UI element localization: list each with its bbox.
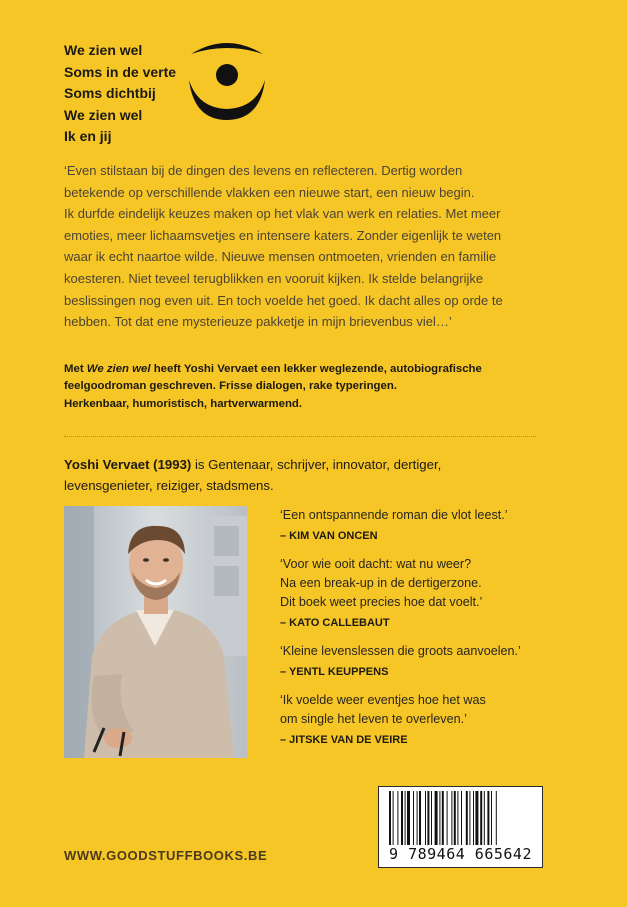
barcode-bar [473,791,474,845]
excerpt-line: hebben. Tot dat ene mysterieuze pakketje in mijn brievenbus viel…’ [64,314,452,330]
review-quote-line: ‘Ik voelde weer eventjes hoe het was [280,693,486,707]
review-quote [280,506,580,525]
barcode-bar [487,791,489,845]
poem-line: Ik en jij [64,128,112,144]
barcode-bar [393,791,394,845]
barcode-bar [397,791,398,845]
bio-line: levensgenieter, reiziger, stadsmens. [64,478,274,493]
excerpt-line: beslissingen nog even uit. En toch voelde het goed. Ik dacht alles op orde te [64,292,503,308]
barcode-bar [480,791,482,845]
book-title-italic: We zien wel [86,363,151,375]
review-quote-line: ‘Kleine levenslessen die groots aanvoelen.’ [280,644,521,658]
excerpt-line: emoties, meer lichaamsvetjes en intensere katers. Zonder eigenlijk te weten [64,227,502,243]
barcode-bar [435,791,438,845]
isbn-barcode [378,786,543,868]
excerpt-line: ‘Even stilstaan bij de dingen des levens en reflecteren. Dertig worden [64,163,463,178]
review-item [280,506,580,545]
barcode-bar [417,791,418,845]
review-item [280,642,580,681]
website-link[interactable]: WWW.GOODSTUFFBOOKS.BE [64,848,268,863]
review-author: – KIM VAN ONCEN [280,530,378,542]
review-quote [280,642,580,661]
review-quote-line: om single het leven te overleven.’ [280,712,467,726]
barcode-bar [413,791,414,845]
isbn-number: 9 789464 665642 [389,845,532,863]
barcode-bar [447,791,448,845]
poem-line: We zien wel [64,42,143,58]
barcode-bar [475,791,478,845]
review-quote [280,555,580,612]
barcode-bars [389,791,532,845]
barcode-bar [491,791,492,845]
author-bio [64,454,464,496]
barcode-bar [419,791,421,845]
poem-line: Soms dichtbij [64,85,156,101]
barcode-bar [484,791,485,845]
review-author: – KATO CALLEBAUT [280,617,390,629]
review-list [280,506,580,759]
barcode-bar [466,791,468,845]
barcode-bar [457,791,458,845]
review-quote [280,691,580,729]
barcode-bar [469,791,470,845]
barcode-bar [454,791,456,845]
review-item [280,691,580,749]
blurb-line: feelgoodroman geschreven. Frisse dialogen, rake typeringen. [64,380,397,393]
barcode-bar [407,791,410,845]
barcode-bar [425,791,426,845]
author-name: Yoshi Vervaet (1993) [64,457,192,472]
review-item [280,555,580,632]
eye-logo-icon [186,38,268,124]
bio-line [64,454,464,475]
excerpt-line: Ik durfde eindelijk keuzes maken op het vlak van werk en relaties. Met meer [64,206,501,222]
barcode-bar [427,791,429,845]
review-author: – JITSKE VAN DE VEIRE [280,734,408,746]
barcode-bar [405,791,406,845]
barcode-bar [401,791,403,845]
excerpt-line: betekende op verschillende vlakken een nieuwe start, een nieuw begin. [64,184,475,200]
barcode-bar [451,791,452,845]
review-author: – YENTL KEUPPENS [280,666,389,678]
excerpt-line: koesteren. Niet teveel terugblikken en vooruit kijken. Ik stelde belangrijke [64,270,484,286]
dotted-divider [64,436,536,437]
poem-block [64,40,176,148]
barcode-bar [389,791,391,845]
author-photo [64,506,247,758]
poem-line: Soms in de verte [64,63,177,80]
blurb-text [64,361,554,413]
bio-rest: is Gentenaar, schrijver, innovator, dertiger, [191,457,442,472]
barcode-bar [496,791,497,845]
barcode-bar [431,791,432,845]
excerpt-text [64,160,554,333]
review-quote-line: ‘Een ontspannende roman die vlot leest.’ [280,508,508,522]
blurb-prefix: Met [64,363,87,375]
review-quote-line: Na een break-up in de dertigerzone. [280,576,482,590]
poem-line: We zien wel [64,106,143,123]
excerpt-line: waar ik echt naartoe wilde. Nieuwe mensen ontmoeten, vrienden en familie [64,249,497,265]
blurb-line [64,361,554,378]
barcode-bar [439,791,440,845]
blurb-line: Herkenbaar, humoristisch, hartverwarmend. [64,397,303,410]
blurb-rest: heeft Yoshi Vervaet een lekker weglezende, autobiografische [150,363,482,375]
review-quote-line: ‘Voor wie ooit dacht: wat nu weer? [280,557,472,571]
review-quote-line: Dit boek weet precies hoe dat voelt.’ [280,595,483,609]
barcode-bar [461,791,462,845]
barcode-bar [442,791,444,845]
